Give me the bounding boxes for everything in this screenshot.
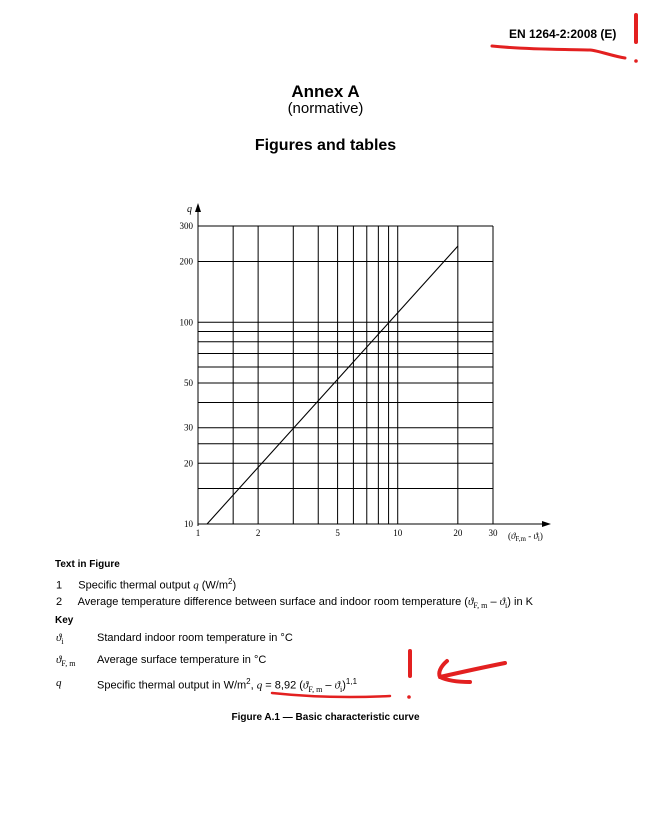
key-symbol-1: $ϑ_i$ [56, 632, 64, 647]
key-heading: Key [55, 615, 74, 626]
annex-normative: (normative) [287, 100, 364, 117]
x-tick-label-3: 10 [393, 528, 403, 538]
annotation-arrow [439, 661, 505, 682]
key-desc-2: Average surface temperature in °C [97, 654, 267, 666]
key-symbol-3: q [56, 677, 62, 689]
x-tick-label-4: 20 [453, 528, 463, 538]
annotation-dot-top [634, 59, 638, 63]
figure-caption: Figure A.1 — Basic characteristic curve [231, 712, 420, 723]
key-desc-3: Specific thermal output in $W/m^2$, q = 8,92 $(ϑ_{F, m} - ϑ_i)^{1,1}$ [97, 677, 358, 694]
section-title: Figures and tables [254, 137, 397, 154]
y-tick-label-1: 20 [184, 458, 193, 469]
y-axis-label: q [187, 204, 192, 215]
y-tick-label-6: 300 [179, 221, 193, 231]
annex-title: Annex A [291, 82, 360, 101]
y-tick-label-5: 200 [179, 256, 193, 267]
x-tick-label-2: 5 [335, 528, 340, 538]
annotation-dot-formula [407, 695, 411, 699]
standard-number: EN 1264-2:2008 (E) [509, 27, 617, 41]
y-tick-label-0: 10 [184, 519, 193, 529]
key-desc-1: Standard indoor room temperature in °C [97, 632, 293, 644]
key-symbol-2: $ϑ_{F, m}$ [56, 654, 76, 669]
annotation-underline-top [492, 46, 625, 58]
y-tick-label-3: 50 [184, 377, 193, 388]
svg-text:(ϑF,m - ϑi): $(ϑ_{F,m} - ϑ_i)$ [508, 531, 543, 543]
text-in-figure-heading: Text in Figure [55, 559, 120, 570]
annotation-underline-formula [272, 693, 390, 697]
x-tick-label-5: 30 [488, 528, 498, 538]
text-item-2: 2 Average temperature difference between surface and indoor room temperature $(ϑ_{F, m} - ϑ_i)$ in K [56, 596, 533, 611]
x-tick-label-1: 2 [255, 528, 261, 538]
x-tick-label-0: 1 [195, 528, 201, 538]
text-item-1: 1 Specific thermal output q $(W/m^2)$ [56, 577, 237, 592]
y-tick-label-4: 100 [179, 317, 193, 328]
y-tick-label-2: 30 [184, 422, 193, 433]
